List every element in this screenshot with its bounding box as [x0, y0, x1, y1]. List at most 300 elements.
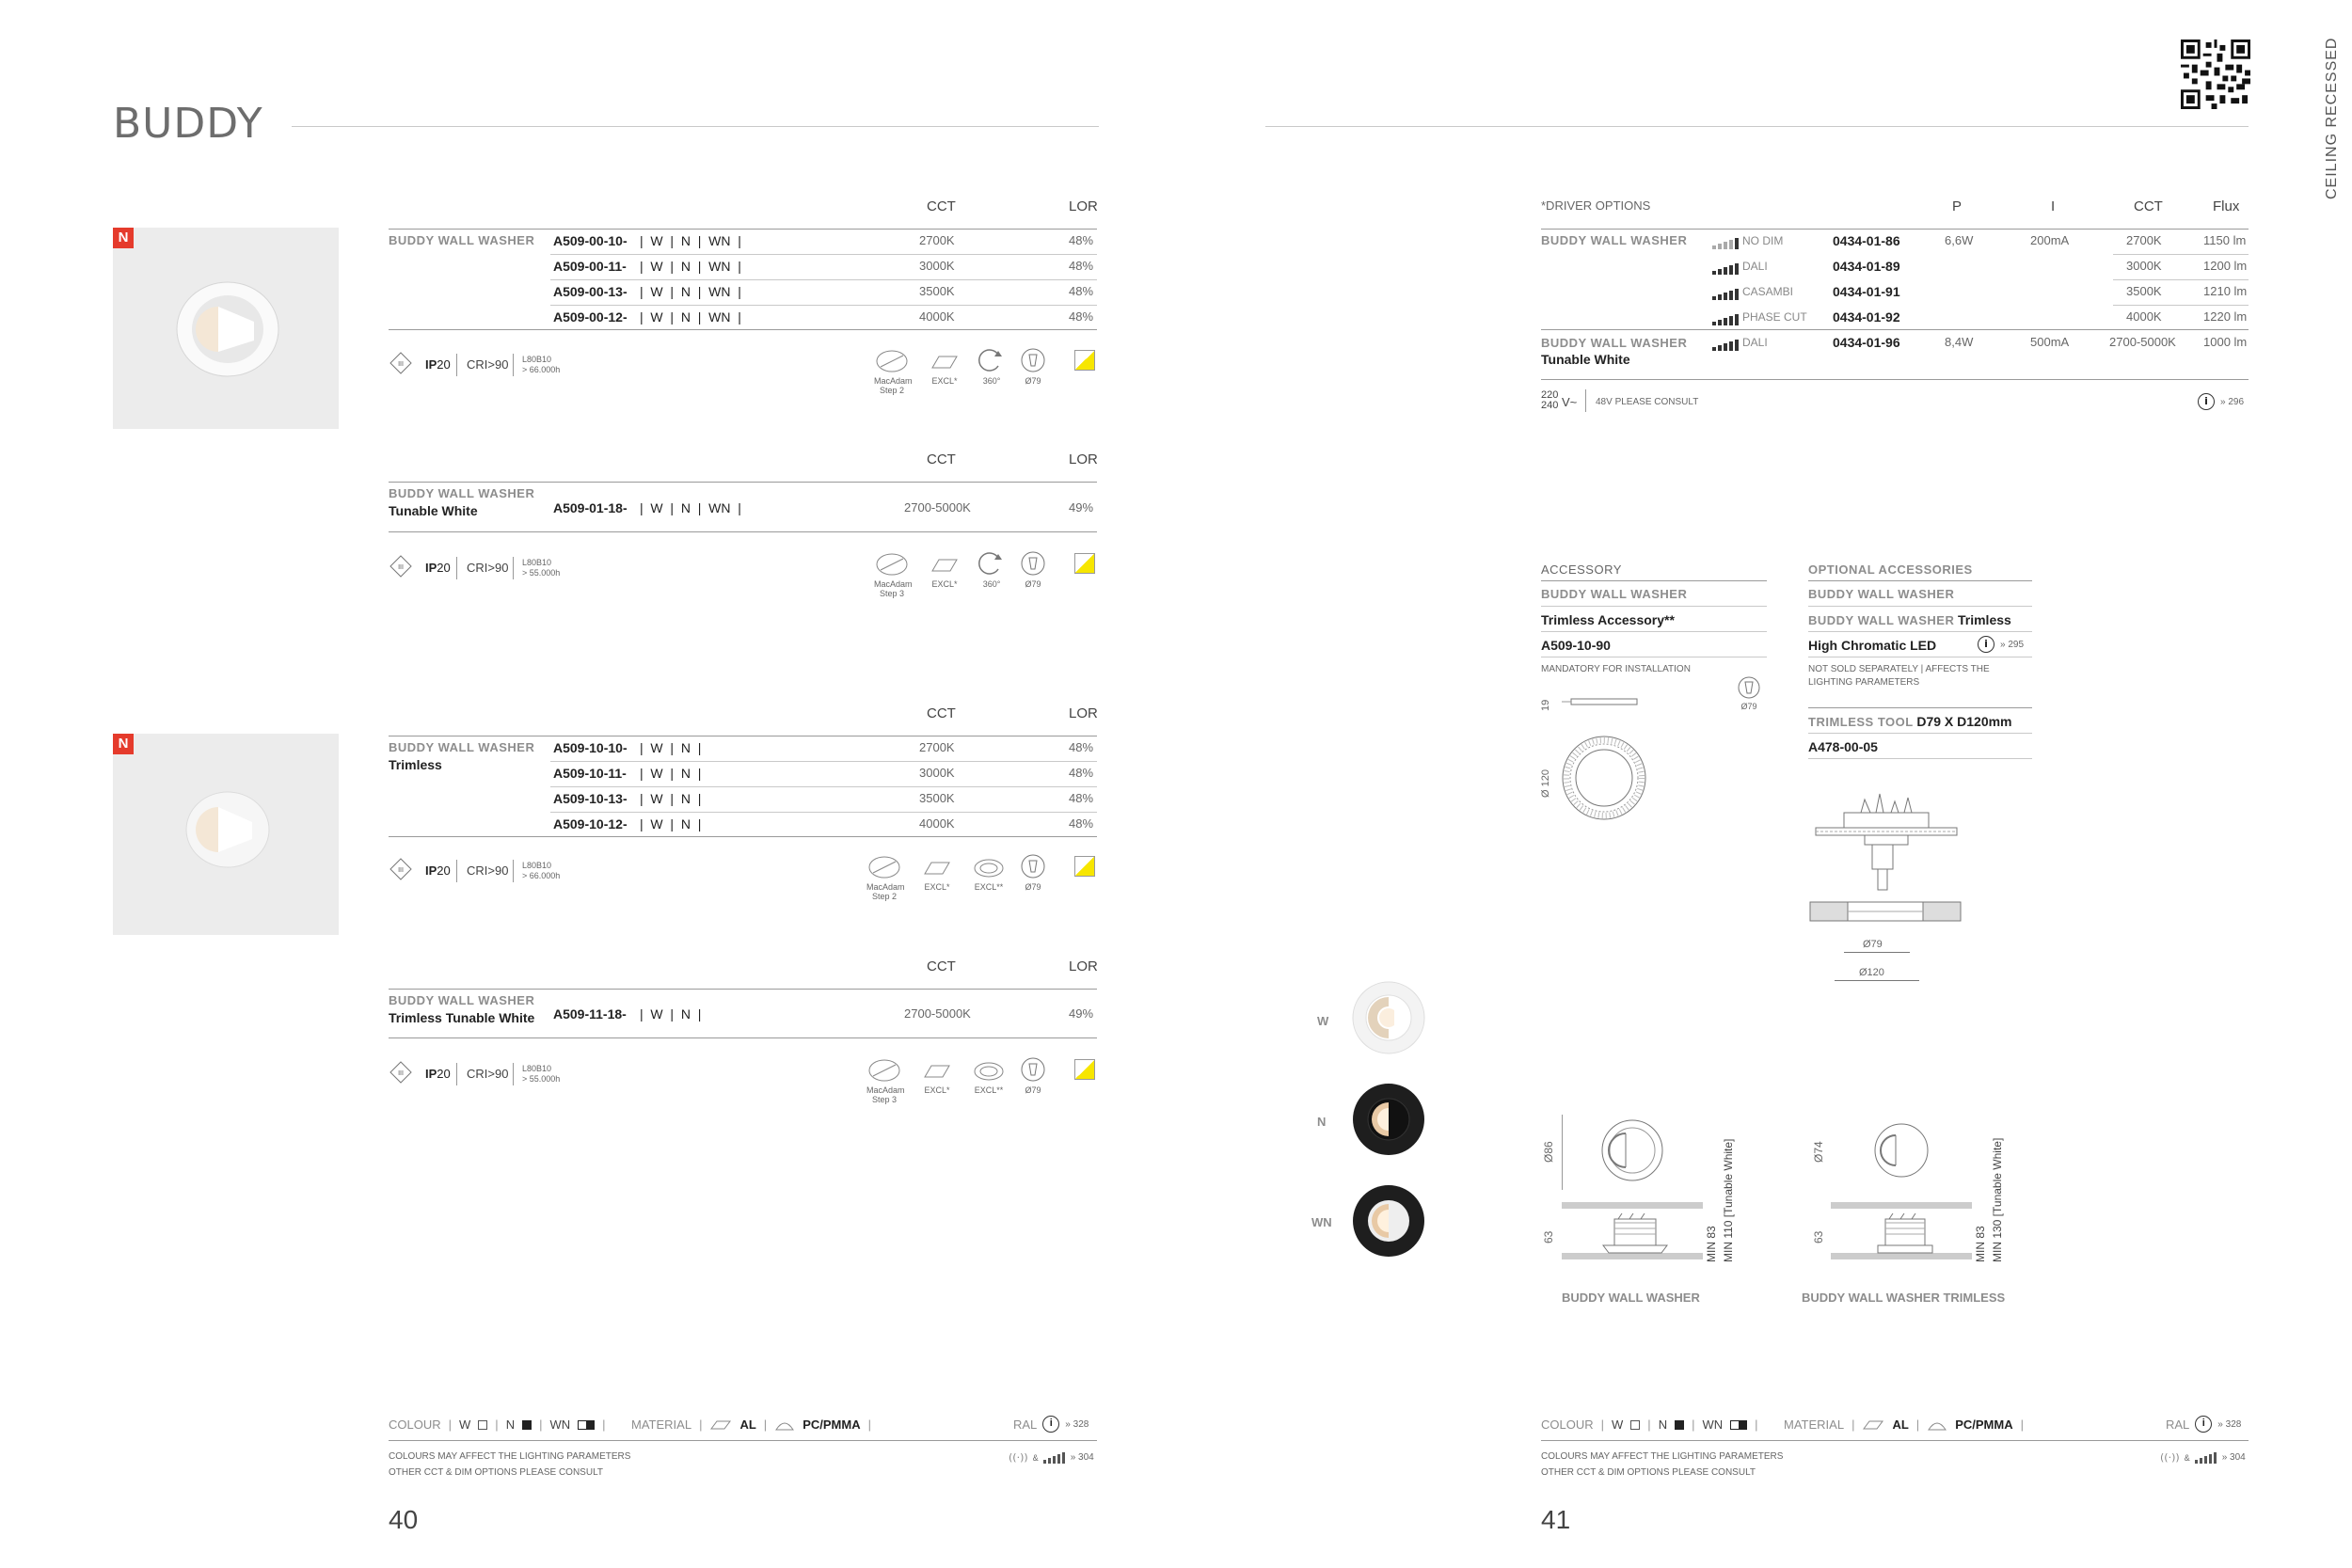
cct-header: CCT [927, 198, 956, 214]
product-name: BUDDY WALL WASHER [389, 486, 535, 500]
table-rule [389, 1037, 1097, 1038]
voltage-note: 48V PLEASE CONSULT [1596, 397, 1699, 407]
excl-trimless-icon [973, 857, 1005, 883]
dim-line [1844, 952, 1910, 953]
colour-options: | W | N | WN | [640, 259, 741, 274]
optional-info[interactable] [1978, 636, 2024, 653]
optional-note: NOT SOLD SEPARATELY | AFFECTS THE [1808, 664, 1990, 674]
drawing2-diameter: Ø74 [1812, 1141, 1825, 1163]
flux-value: 1150 lm [2203, 233, 2247, 247]
dim-bars-icon [1712, 286, 1739, 304]
new-badge: N [113, 228, 134, 248]
driver-code[interactable]: 0434-01-92 [1833, 309, 1900, 325]
flux-header: Flux [2213, 198, 2240, 214]
footer-note: OTHER CCT & DIM OPTIONS PLEASE CONSULT [1541, 1467, 1756, 1478]
lor-value: 48% [1069, 740, 1094, 754]
order-code[interactable]: A509-10-10- [553, 740, 628, 755]
optional-note: LIGHTING PARAMETERS [1808, 677, 1920, 688]
flux-value: 1200 lm [2203, 259, 2248, 273]
product-name: BUDDY WALL WASHER [1541, 233, 1688, 247]
order-code[interactable]: A509-00-12- [553, 309, 628, 325]
aluminium-icon [1862, 1418, 1884, 1432]
info-icon[interactable]: i [2198, 393, 2215, 410]
driver-header: *DRIVER OPTIONS [1541, 198, 1651, 213]
driver-code[interactable]: 0434-01-86 [1833, 233, 1900, 248]
section-rule [1808, 580, 2032, 581]
order-code[interactable]: A509-11-18- [553, 1006, 627, 1022]
excl2-label: EXCL** [974, 1085, 1004, 1095]
excl-icon [922, 858, 952, 882]
cct-value: 3500K [2126, 284, 2162, 298]
ceiling-section [1831, 1202, 1972, 1209]
macadam-icon [867, 1057, 901, 1087]
lor-value: 48% [1069, 766, 1094, 780]
tool-diameter-79: Ø79 [1863, 939, 1883, 950]
cct-header: CCT [927, 451, 956, 467]
drawing1-label: BUDDY WALL WASHER [1562, 1291, 1700, 1305]
dim-height: 19 [1540, 699, 1551, 711]
cri-value: CRI>90 [467, 561, 509, 575]
cct-value: 3000K [919, 259, 955, 273]
cct-value: 2700K [2126, 233, 2162, 247]
material-pc: PC/PMMA [1955, 1418, 2013, 1432]
variant-photo-white-black [1351, 1183, 1426, 1262]
section-rule [1808, 707, 2032, 708]
excl-trimless-icon [973, 1060, 1005, 1086]
lifetime-hours: > 66.000h [522, 871, 561, 880]
product-variant: Trimless [389, 757, 442, 772]
row-rule [550, 786, 1097, 787]
spec-divider [513, 557, 514, 579]
excl-icon [930, 352, 960, 376]
material-legend: MATERIAL | AL | PC/PMMA | [631, 1418, 871, 1432]
macadam-icon [867, 854, 901, 884]
cutout-icon [1020, 1056, 1046, 1086]
ip-label: IP [425, 357, 437, 372]
cct-header: CCT [927, 705, 956, 721]
colour-options: | W | N | WN | [640, 233, 741, 248]
title-rule [292, 126, 1099, 127]
ral-label: RAL [1013, 1417, 1038, 1432]
lor-value: 48% [1069, 259, 1094, 273]
macadam-label: MacAdam [874, 376, 913, 386]
driver-info[interactable] [2198, 393, 2244, 410]
table-rule [1541, 329, 2249, 330]
material-al: AL [1892, 1418, 1909, 1432]
dim-ref-page: » 304 [2221, 1452, 2246, 1463]
dim-type: DALI [1742, 336, 1768, 349]
product-name: BUDDY WALL WASHER [389, 993, 535, 1007]
variant-label-wn: WN [1311, 1215, 1332, 1229]
drawing2-min-tunable: MIN 130 [Tunable White] [1991, 1137, 2004, 1262]
dim-diameter: Ø 120 [1540, 769, 1551, 798]
light-distribution-icon [1074, 350, 1095, 371]
cct-value: 3000K [919, 766, 955, 780]
accessory-top-drawing [1560, 734, 1648, 826]
dim-line [1835, 980, 1919, 981]
cutout-label: Ø79 [1025, 376, 1041, 386]
lifetime-hours: > 66.000h [522, 365, 561, 374]
variant-photo-white [1351, 980, 1426, 1059]
optional-variant: Trimless [1957, 612, 2011, 627]
drawing2-label: BUDDY WALL WASHER TRIMLESS [1802, 1291, 2006, 1305]
product-name: BUDDY WALL WASHER [389, 233, 535, 247]
black-swatch [1675, 1420, 1684, 1430]
cct-header: CCT [2134, 198, 2163, 214]
drawing2-height: 63 [1812, 1230, 1825, 1243]
footer-note: OTHER CCT & DIM OPTIONS PLEASE CONSULT [389, 1467, 603, 1478]
product-variant: Trimless Tunable White [389, 1010, 535, 1025]
ceiling-section [1562, 1202, 1703, 1209]
dim-ref [1009, 1451, 1094, 1464]
ip-label: IP [425, 561, 437, 575]
spec-divider [513, 1063, 514, 1085]
spec-divider [456, 557, 457, 579]
cutout-label: Ø79 [1025, 579, 1041, 589]
qr-code-icon[interactable] [2181, 40, 2250, 109]
light-distribution-icon [1074, 856, 1095, 877]
accessory-side-drawing [1562, 693, 1646, 716]
rotation-360-icon [977, 347, 1004, 377]
accessory-title: ACCESSORY [1541, 562, 1622, 577]
drawing1-top-view [1599, 1117, 1665, 1187]
lifetime-label: L80B10 [522, 355, 552, 364]
material-pc: PC/PMMA [803, 1418, 861, 1432]
order-code[interactable]: A509-00-11- [553, 259, 627, 274]
spec-divider [513, 860, 514, 882]
ip-value: 20 [437, 1067, 451, 1081]
ral-label: RAL [2166, 1417, 2190, 1432]
info-icon[interactable]: i [1042, 1416, 1059, 1433]
material-legend: MATERIAL | AL | PC/PMMA | [1784, 1418, 2024, 1432]
power-value: 6,6W [1945, 233, 1974, 247]
row-rule [1541, 606, 1767, 607]
dimming-bars-icon [2195, 1452, 2217, 1464]
amp: & [2184, 1452, 2190, 1463]
excl2-label: EXCL** [974, 882, 1004, 892]
macadam-step: Step 3 [871, 1095, 898, 1104]
ral-info[interactable] [2166, 1416, 2241, 1433]
cct-value: 4000K [919, 816, 955, 831]
class-iii-icon [389, 352, 412, 378]
lifetime-label: L80B10 [522, 861, 552, 870]
cct-value: 3500K [919, 284, 955, 298]
colour-label: COLOUR [1541, 1418, 1594, 1432]
lor-header: LOR [1069, 958, 1098, 974]
table-rule [389, 531, 1097, 532]
info-icon[interactable]: i [1978, 636, 1994, 653]
svg-text:III: III [398, 867, 404, 874]
polycarbonate-icon [774, 1418, 795, 1432]
cct-value: 3500K [919, 791, 955, 805]
order-code[interactable]: A509-10-11- [553, 766, 627, 781]
lor-header: LOR [1069, 451, 1098, 467]
cct-value: 4000K [919, 309, 955, 324]
row-rule [2113, 279, 2249, 280]
lor-value: 48% [1069, 284, 1094, 298]
excl-label: EXCL* [924, 882, 950, 892]
tool-section-drawing [1806, 898, 1966, 930]
product-photo-trimless [113, 734, 339, 935]
product-variant: Tunable White [389, 503, 478, 518]
cutout-icon [1020, 550, 1046, 580]
macadam-step: Step 2 [871, 892, 898, 901]
product-photo-washer [113, 228, 339, 429]
lor-value: 48% [1069, 309, 1094, 324]
table-rule [1541, 229, 2249, 230]
lor-value: 48% [1069, 791, 1094, 805]
cutout-icon [1737, 675, 1761, 704]
black-swatch [522, 1420, 532, 1430]
accessory-product: BUDDY WALL WASHER [1541, 587, 1688, 601]
order-code[interactable]: A509-00-13- [553, 284, 628, 299]
cct-value: 4000K [2126, 309, 2162, 324]
table-rule [389, 229, 1097, 230]
drawing1-side-view [1599, 1213, 1671, 1260]
footer-note: COLOURS MAY AFFECT THE LIGHTING PARAMETERS [1541, 1451, 1784, 1462]
colour-options: | W | N | [640, 791, 702, 806]
cutout-label: Ø79 [1025, 1085, 1041, 1095]
amp: & [1032, 1452, 1039, 1463]
wireless-icon: ((·)) [1009, 1451, 1028, 1464]
colour-w: W [459, 1418, 471, 1432]
flux-value: 1000 lm [2203, 335, 2248, 349]
page-title: BUDDY [113, 100, 263, 148]
tool-code[interactable]: A478-00-05 [1808, 739, 1878, 754]
material-label: MATERIAL [1784, 1418, 1845, 1432]
dim-ref-page: » 304 [1070, 1452, 1094, 1463]
product-name: BUDDY WALL WASHER [389, 740, 535, 754]
table-rule [389, 989, 1097, 990]
row-rule [1808, 606, 2032, 607]
colour-legend: COLOUR | W | N | WN | [1541, 1418, 1758, 1432]
row-rule [1808, 631, 2032, 632]
macadam-icon [875, 348, 909, 378]
row-rule [550, 279, 1097, 280]
colour-options: | W | N | [640, 740, 702, 755]
variant-photo-black [1351, 1082, 1426, 1161]
driver-code[interactable]: 0434-01-96 [1833, 335, 1900, 350]
dim-line [1562, 1115, 1563, 1190]
colour-n: N [505, 1418, 516, 1432]
cri-value: CRI>90 [467, 357, 509, 372]
spec-divider [456, 1063, 457, 1085]
row-rule [1541, 631, 1767, 632]
dim-bars-icon [1712, 337, 1739, 355]
driver-code[interactable]: 0434-01-89 [1833, 259, 1900, 274]
drawing2-min: MIN 83 [1974, 1226, 1987, 1262]
cct-value: 2700K [919, 740, 955, 754]
lifetime-label: L80B10 [522, 1064, 552, 1073]
excl-label: EXCL* [931, 376, 958, 386]
ral-info[interactable] [1013, 1416, 1089, 1433]
spec-divider [1585, 389, 1586, 412]
svg-text:III: III [398, 1070, 404, 1077]
colour-n: N [1658, 1418, 1668, 1432]
row-rule [550, 761, 1097, 762]
wireless-icon: ((·)) [2160, 1451, 2180, 1464]
accessory-name: Trimless Accessory** [1541, 612, 1675, 627]
excl-label: EXCL* [924, 1085, 950, 1095]
tool-size: D79 X D120mm [1916, 714, 2012, 729]
macadam-step: Step 3 [879, 589, 905, 598]
excl-icon [922, 1061, 952, 1085]
colour-wn: WN [549, 1418, 571, 1432]
variant-label-w: W [1317, 1014, 1329, 1028]
row-rule [2113, 305, 2249, 306]
excl-icon [930, 555, 960, 579]
row-rule [1808, 758, 2032, 759]
current-value: 200mA [2030, 233, 2070, 247]
lifetime-label: L80B10 [522, 558, 552, 567]
title-rule-right [1265, 126, 2249, 127]
voltage-min: 220 [1541, 389, 1559, 401]
table-rule [389, 329, 1097, 330]
tool-label: TRIMLESS TOOL [1808, 715, 1914, 729]
spec-divider [456, 860, 457, 882]
white-black-swatch [578, 1420, 595, 1430]
ral-ref: » 328 [1065, 1418, 1089, 1430]
row-rule [550, 812, 1097, 813]
colour-options: | W | N | WN | [640, 309, 741, 325]
tool-diameter-120: Ø120 [1859, 967, 1884, 978]
cri-value: CRI>90 [467, 1067, 509, 1081]
page-number: 40 [389, 1505, 419, 1534]
lor-value: 48% [1069, 233, 1094, 247]
power-value: 8,4W [1945, 335, 1974, 349]
material-al: AL [739, 1418, 756, 1432]
drawing1-min-tunable: MIN 110 [Tunable White] [1722, 1138, 1735, 1262]
flux-value: 1210 lm [2203, 284, 2248, 298]
class-iii-icon [389, 1061, 412, 1087]
driver-code[interactable]: 0434-01-91 [1833, 284, 1900, 299]
dim-type: NO DIM [1742, 234, 1784, 247]
drawing2-top-view [1872, 1121, 1931, 1183]
lor-header: LOR [1069, 198, 1098, 214]
cct-value: 2700-5000K [904, 1006, 971, 1021]
colour-options: | W | N | WN | [640, 284, 741, 299]
svg-text:III: III [398, 564, 404, 571]
power-header: P [1952, 198, 1963, 214]
material-label: MATERIAL [631, 1418, 692, 1432]
colour-options: | W | N | [640, 766, 702, 781]
lor-value: 49% [1069, 1006, 1094, 1021]
product-variant: Tunable White [1541, 352, 1630, 367]
optional-item: High Chromatic LED [1808, 638, 1937, 653]
section-rule [1541, 580, 1767, 581]
row-rule [550, 305, 1097, 306]
class-iii-icon [389, 555, 412, 581]
variant-label-n: N [1317, 1115, 1327, 1129]
lor-value: 49% [1069, 500, 1094, 515]
macadam-step: Step 2 [879, 386, 905, 395]
ip-label: IP [425, 863, 437, 878]
order-code[interactable]: A509-10-12- [553, 816, 628, 832]
cutout-label: Ø79 [1025, 882, 1041, 892]
new-badge: N [113, 734, 134, 754]
colour-label: COLOUR [389, 1418, 441, 1432]
colour-w: W [1612, 1418, 1624, 1432]
optional-ref: » 295 [2000, 639, 2025, 650]
current-value: 500mA [2030, 335, 2070, 349]
lifetime-hours: > 55.000h [522, 568, 561, 578]
cri-value: CRI>90 [467, 863, 509, 878]
rotation-360-icon [977, 550, 1004, 580]
dim-bars-icon [1712, 311, 1739, 329]
lifetime-hours: > 55.000h [522, 1074, 561, 1084]
accessory-note: MANDATORY FOR INSTALLATION [1541, 664, 1691, 674]
accessory-code[interactable]: A509-10-90 [1541, 638, 1611, 653]
optional-title: OPTIONAL ACCESSORIES [1808, 562, 1973, 577]
flux-value: 1220 lm [2203, 309, 2248, 324]
order-code[interactable]: A509-01-18- [553, 500, 628, 515]
table-rule [389, 482, 1097, 483]
order-code[interactable]: A509-00-10- [553, 233, 628, 248]
macadam-label: MacAdam [866, 882, 905, 892]
ip-value: 20 [437, 863, 451, 878]
ip-label: IP [425, 1067, 437, 1081]
cct-value: 2700-5000K [904, 500, 971, 515]
dim-type: CASAMBI [1742, 285, 1794, 298]
lor-value: 48% [1069, 816, 1094, 831]
drawing1-min: MIN 83 [1705, 1226, 1718, 1262]
row-rule [2113, 254, 2249, 255]
optional-product-2: BUDDY WALL WASHER [1808, 613, 1955, 627]
white-black-swatch [1730, 1420, 1747, 1430]
optional-product: BUDDY WALL WASHER [1808, 587, 1955, 601]
trimless-tool-drawing [1806, 781, 1966, 897]
rotation-label: 360° [982, 579, 1001, 589]
light-distribution-icon [1074, 553, 1095, 574]
white-swatch [1630, 1420, 1640, 1430]
drawing1-height: 63 [1542, 1230, 1555, 1243]
page-number: 41 [1541, 1505, 1571, 1534]
spec-divider [513, 354, 514, 376]
drawing1-diameter: Ø86 [1542, 1141, 1555, 1163]
macadam-icon [875, 551, 909, 581]
dimming-bars-icon [1043, 1452, 1066, 1464]
table-rule [1541, 379, 2249, 380]
row-rule [1808, 733, 2032, 734]
voltage-max: 240 [1541, 400, 1559, 411]
order-code[interactable]: A509-10-13- [553, 791, 628, 806]
macadam-label: MacAdam [874, 579, 913, 589]
driver-ref: » 296 [2220, 396, 2245, 407]
class-iii-icon [389, 858, 412, 884]
footer-note: COLOURS MAY AFFECT THE LIGHTING PARAMETERS [389, 1451, 631, 1462]
polycarbonate-icon [1927, 1418, 1947, 1432]
colour-options: | W | N | WN | [640, 500, 741, 515]
ral-ref: » 328 [2217, 1418, 2242, 1430]
dim-bars-icon [1712, 235, 1739, 253]
cutout-icon [1020, 347, 1046, 377]
voltage [1541, 390, 1558, 411]
dim-bars-icon [1712, 261, 1739, 278]
light-distribution-icon [1074, 1059, 1095, 1080]
dim-type: DALI [1742, 260, 1768, 273]
info-icon[interactable]: i [2195, 1416, 2212, 1433]
row-rule [550, 254, 1097, 255]
excl-label: EXCL* [931, 579, 958, 589]
cutout-label: Ø79 [1740, 702, 1757, 711]
section-tab: CEILING RECESSED [2324, 37, 2340, 199]
colour-options: | W | N | [640, 1006, 702, 1022]
cct-header: CCT [927, 958, 956, 974]
lor-header: LOR [1069, 705, 1098, 721]
footer-rule [389, 1440, 1097, 1441]
rotation-label: 360° [982, 376, 1001, 386]
macadam-label: MacAdam [866, 1085, 905, 1095]
